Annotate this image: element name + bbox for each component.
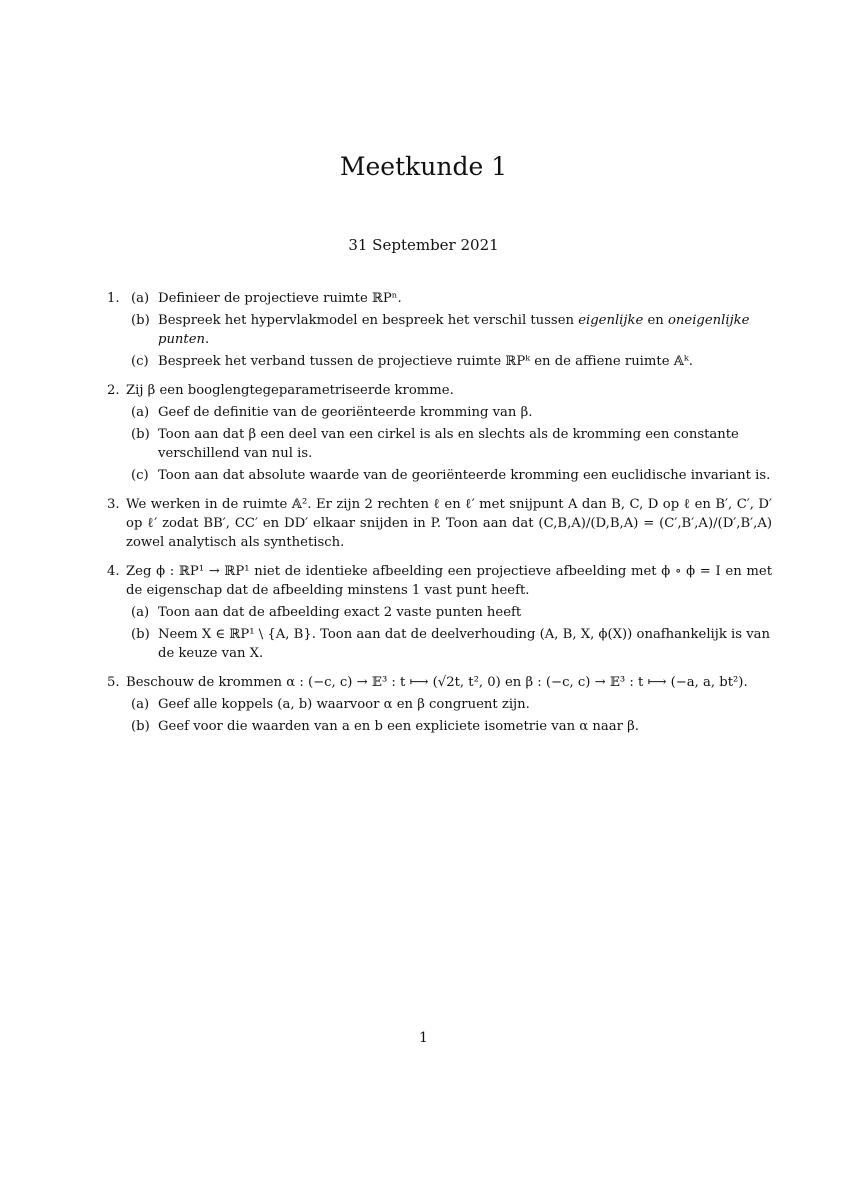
part-text: Toon aan dat absolute waarde van de georiënteerde kromming een euclidische invariant is.	[158, 468, 771, 483]
question-text: Zij β een booglengtegeparametriseerde kromme.	[126, 383, 454, 398]
part-label: (b)	[131, 427, 150, 442]
part-label: (a)	[131, 605, 150, 620]
part-text: Toon aan dat β een deel van een cirkel is als en slechts als de kromming een constante verschillend van nul is.	[158, 427, 739, 461]
question-2	[107, 381, 772, 485]
part-text: Definieer de projectieve ruimte ℝPⁿ.	[158, 291, 402, 306]
question-part	[126, 289, 772, 308]
emphasis-term: eigenlijke	[578, 313, 644, 328]
question-part	[126, 466, 772, 485]
question-4	[107, 562, 772, 663]
emphasis-term: oneigenlijke punten	[158, 313, 750, 347]
question-number: 2.	[107, 383, 120, 398]
part-text: Geef voor die waarden van a en b een expliciete isometrie van α naar β.	[158, 719, 639, 734]
question-list	[107, 289, 772, 746]
part-text-segment: en	[643, 313, 668, 328]
part-text: Bespreek het verband tussen de projectieve ruimte ℝPᵏ en de affiene ruimte 𝔸ᵏ.	[158, 354, 693, 369]
page-date: 31 September 2021	[348, 236, 499, 254]
question-part	[126, 625, 772, 663]
question-text: We werken in de ruimte 𝔸². Er zijn 2 rechten ℓ en ℓ′ met snijpunt A dan B, C, D op ℓ en B′, C′, D′ op ℓ′ zodat BB′, CC′ en DD′ elkaar snijden in P. Toon aan dat (C,B,A)/(D,B,A) = (C′,B′,A)/(D′,B′,A) zowel analytisch als synthetisch.	[126, 497, 772, 550]
part-text: Neem X ∈ ℝP¹ \ {A, B}. Toon aan dat de deelverhouding (A, B, X, ϕ(X)) onafhankelijk is van de keuze van X.	[158, 627, 771, 661]
question-part	[126, 717, 772, 736]
question-text: Zeg ϕ : ℝP¹ → ℝP¹ niet de identieke afbeelding een projectieve afbeelding met ϕ ∘ ϕ = I en met de eigenschap dat de afbeelding minstens 1 vast punt heeft.	[126, 564, 772, 598]
question-part	[126, 403, 772, 422]
question-number: 3.	[107, 497, 120, 512]
question-part	[126, 695, 772, 714]
question-parts	[126, 289, 772, 371]
part-label: (a)	[131, 405, 150, 420]
part-text	[158, 313, 749, 347]
question-part	[126, 425, 772, 463]
question-part	[126, 311, 772, 349]
part-text-segment: Bespreek het hypervlakmodel en bespreek het verschil tussen	[158, 313, 579, 328]
question-parts	[126, 603, 772, 663]
part-label: (a)	[131, 697, 150, 712]
question-3	[107, 495, 772, 552]
question-parts	[126, 695, 772, 736]
part-label: (c)	[131, 468, 149, 483]
question-5	[107, 673, 772, 736]
question-text: Beschouw de krommen α : (−c, c) → 𝔼³ : t ⟼ (√2t, t², 0) en β : (−c, c) → 𝔼³ : t ⟼ (−a, a, bt²).	[126, 675, 748, 690]
part-label: (a)	[131, 291, 150, 306]
question-number: 1.	[107, 291, 120, 306]
page-number: 1	[419, 1030, 428, 1046]
part-label: (c)	[131, 354, 149, 369]
question-part	[126, 352, 772, 371]
question-number: 5.	[107, 675, 120, 690]
part-text: Geef de definitie van de georiënteerde kromming van β.	[158, 405, 533, 420]
part-label: (b)	[131, 627, 150, 642]
part-label: (b)	[131, 313, 150, 328]
part-label: (b)	[131, 719, 150, 734]
question-number: 4.	[107, 564, 120, 579]
question-parts	[126, 403, 772, 485]
part-text: Geef alle koppels (a, b) waarvoor α en β congruent zijn.	[158, 697, 530, 712]
question-part	[126, 603, 772, 622]
part-text: Toon aan dat de afbeelding exact 2 vaste punten heeft	[158, 605, 522, 620]
part-text-segment: .	[205, 332, 210, 347]
question-1	[107, 289, 772, 371]
page-title: Meetkunde 1	[339, 152, 508, 181]
